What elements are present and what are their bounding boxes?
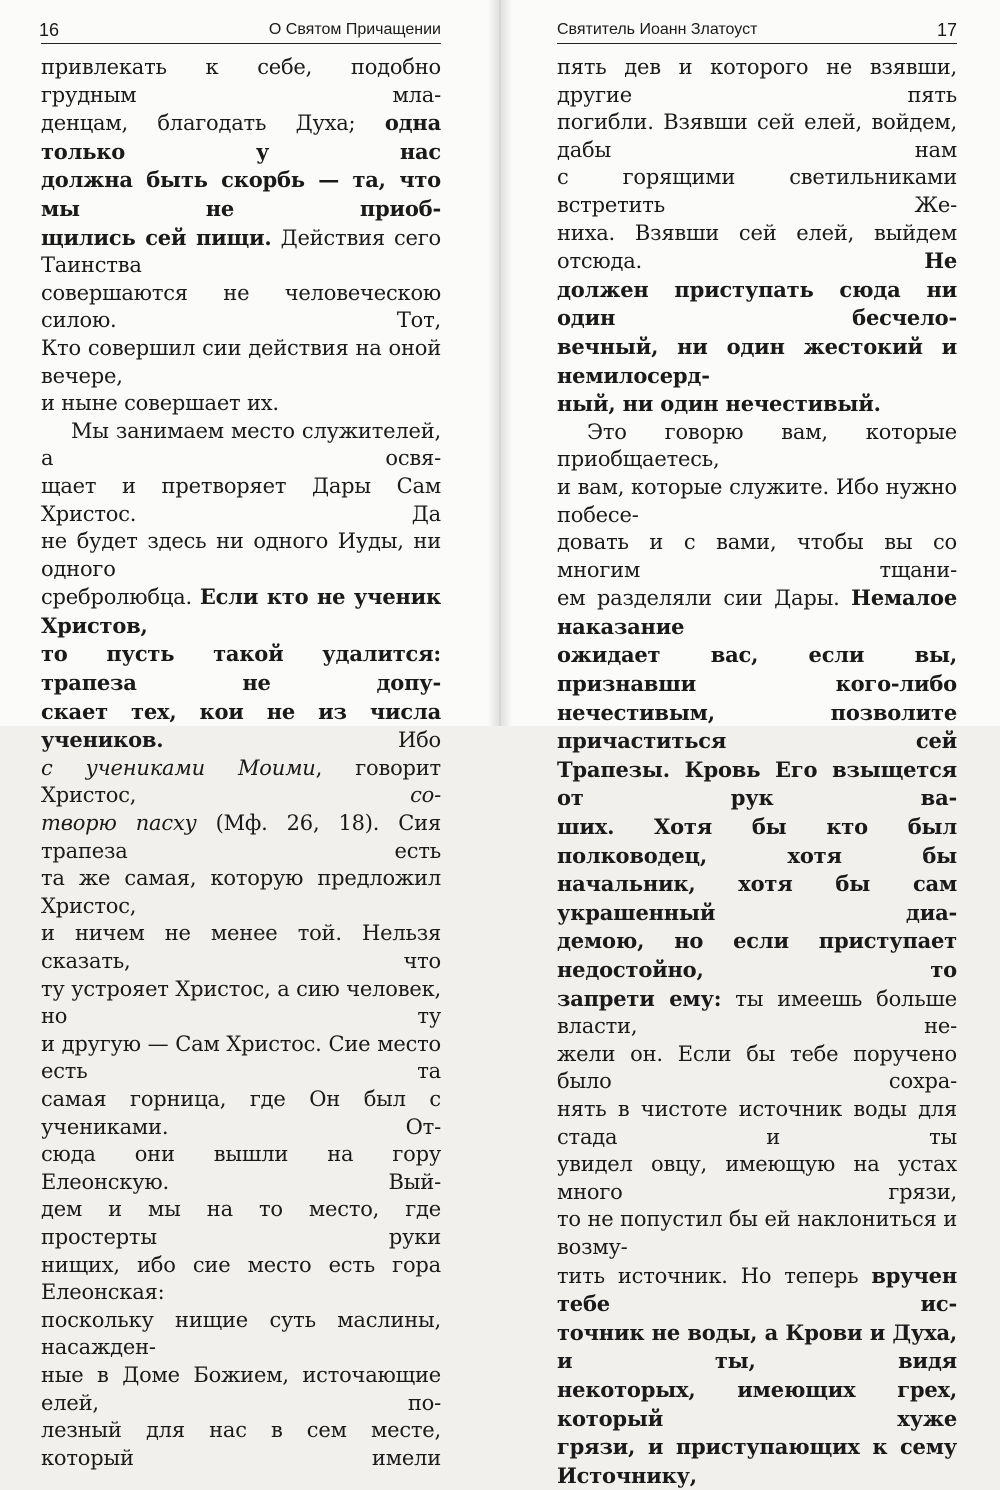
bold-text: некоторых, имеющих грех, который хуже <box>557 1376 957 1431</box>
bold-text: грязи, и приступающих к сему Источнику, <box>557 1434 957 1488</box>
right-page-number: 17 <box>936 20 957 40</box>
left-running-head <box>41 20 441 44</box>
text-line <box>557 927 957 984</box>
text-line <box>41 1196 441 1251</box>
text-line <box>557 276 957 333</box>
body-text: денцам, благодать Духа; <box>41 111 385 136</box>
body-text: довать и с вами, чтобы вы со многим тщани- <box>557 530 957 582</box>
text-line <box>41 920 441 975</box>
text-line <box>41 1417 441 1472</box>
text-line <box>41 224 441 280</box>
body-text: дем и мы на то место, где простерты руки <box>41 1197 441 1249</box>
body-text: не будет здесь ни одного Иуды, ни одного <box>41 529 441 581</box>
body-text: Ибо <box>163 728 441 753</box>
bold-text: должна быть скорбь — та, что мы не приоб- <box>41 167 441 221</box>
body-text: , говорит Христос, <box>41 755 441 808</box>
text-line <box>41 418 441 473</box>
body-text: и ныне совершает их. <box>41 391 279 416</box>
bold-text: Немалое наказание <box>557 585 957 639</box>
text-line <box>41 280 441 335</box>
text-line <box>41 1252 441 1307</box>
text-line <box>41 640 441 697</box>
text-line <box>557 813 957 870</box>
text-line <box>41 109 441 166</box>
text-line <box>41 583 441 640</box>
body-text: сюда они вышли на гору Елеонскую. Вый- <box>41 1142 441 1194</box>
text-line <box>557 756 957 813</box>
bold-text: то пусть такой удалится: трапеза не допу- <box>41 641 441 696</box>
text-line <box>557 870 957 927</box>
body-text: (Мф. 26, 18). Сия трапеза есть <box>41 811 441 863</box>
body-text: то не попустил бы ей наклониться и возму- <box>557 1207 957 1259</box>
bold-text: вечный, ни один жестокий и немилосерд- <box>557 333 957 388</box>
body-text: ниха. Взявши сей елей, выйдем отсюда. <box>557 220 957 274</box>
italic-text: со- <box>410 783 441 808</box>
text-line <box>557 1319 957 1376</box>
body-text: и ничем не менее той. Нельзя сказать, что <box>41 921 441 973</box>
text-line <box>41 1086 441 1141</box>
right-page <box>497 0 1000 1488</box>
text-line <box>41 335 441 390</box>
right-running-title: Святитель Иоанн Златоуст <box>557 21 758 38</box>
right-page-body <box>557 54 957 1490</box>
bold-text: вручен тебе ис- <box>557 1262 957 1317</box>
bold-text: запрети ему: <box>557 985 722 1011</box>
body-text: Кто совершил сии действия на оной вечере, <box>41 335 441 388</box>
bold-text: нечестивым, позволите причаститься сей <box>557 699 957 754</box>
body-text: и вам, которые служите. Ибо нужно побесе- <box>557 474 957 527</box>
text-line <box>41 1141 441 1196</box>
left-page-body <box>41 54 441 1472</box>
text-line <box>557 333 957 390</box>
right-running-head <box>557 20 957 44</box>
body-text: привлекать к себе, подобно грудным мла- <box>41 55 441 107</box>
text-line <box>41 473 441 528</box>
text-line <box>41 755 441 810</box>
text-line <box>41 810 441 865</box>
text-line <box>557 220 957 276</box>
bold-text: щились сей пищи. <box>41 224 272 250</box>
text-line <box>41 1031 441 1086</box>
text-line <box>557 54 957 109</box>
bold-text: Трапезы. Кровь Его взыщется от рук ва- <box>557 756 957 811</box>
body-text: пять дев и которого не взявши, другие пять <box>557 55 957 107</box>
text-line <box>557 1376 957 1433</box>
body-text: лезный для нас в сем месте, который имели <box>41 1418 441 1470</box>
body-text: нищих, ибо сие место есть гора Елеонская: <box>41 1252 441 1305</box>
body-text: Действия сего Таинства <box>41 225 441 278</box>
text-line <box>557 390 957 419</box>
text-line <box>557 1096 957 1151</box>
text-line <box>557 985 957 1041</box>
body-text: нять в чистоте источник воды для стада и ты <box>557 1096 957 1149</box>
text-line <box>557 1041 957 1096</box>
text-line <box>557 1433 957 1490</box>
bold-text: ный, ни один нечестивый. <box>557 391 881 417</box>
text-line <box>557 164 957 219</box>
text-line <box>557 584 957 641</box>
text-line <box>41 166 441 223</box>
text-line <box>557 641 957 698</box>
body-text: погибли. Взявши сей елей, войдем, дабы нам <box>557 110 957 162</box>
body-text: тить источник. Но теперь <box>557 1263 872 1288</box>
text-line <box>557 474 957 529</box>
bold-text: Не <box>924 248 957 274</box>
bold-text: скает тех, кои не из числа учеников. <box>41 698 441 753</box>
text-line <box>41 698 441 755</box>
body-text: совершаются не человеческою силою. Тот, <box>41 280 441 333</box>
text-line <box>557 1206 957 1261</box>
left-running-title: О Святом Причащении <box>268 21 441 38</box>
left-page <box>0 0 497 1470</box>
body-text: ные в Доме Божием, источающие елей, по- <box>41 1362 441 1415</box>
text-line <box>41 54 441 109</box>
text-line <box>557 1262 957 1319</box>
body-text: щает и претворяет Дары Сам Христос. Да <box>41 473 441 526</box>
body-text: жели он. Если бы тебе поручено было сохра- <box>557 1041 957 1094</box>
text-line <box>41 390 441 418</box>
body-text: та же самая, которую предложил Христос, <box>41 866 441 918</box>
text-line <box>41 976 441 1031</box>
text-line <box>41 865 441 920</box>
italic-text: творю пасху <box>41 811 197 836</box>
body-text: самая горница, где Он был с учениками. От- <box>41 1086 441 1139</box>
bold-text: демою, но если приступает недостойно, то <box>557 928 957 982</box>
text-line <box>557 419 957 474</box>
text-line <box>41 1307 441 1362</box>
italic-text: с учениками Моими <box>41 755 316 780</box>
body-text: с горящими светильниками встретить Же- <box>557 165 957 217</box>
body-text: ту устрояет Христос, а сию человек, но ту <box>41 976 441 1029</box>
body-text: Это говорю вам, которые приобщаетесь, <box>557 419 957 472</box>
body-text: ем разделяли сии Дары. <box>557 586 852 611</box>
bold-text: ожидает вас, если вы, признавши кого-либо <box>557 642 957 697</box>
bold-text: Если кто не ученик Христов, <box>41 584 441 638</box>
left-page-number: 16 <box>39 20 60 40</box>
body-text: увидел овцу, имеющую на устах много грязи, <box>557 1152 957 1204</box>
body-text: сребролюбца. <box>41 585 200 610</box>
text-line <box>557 529 957 584</box>
bold-text: начальник, хотя бы сам украшенный диа- <box>557 871 957 925</box>
text-line <box>557 1151 957 1206</box>
body-text: поскольку нищие суть маслины, насажден- <box>41 1307 441 1360</box>
bold-text: точник не воды, а Крови и Духа, и ты, видя <box>557 1319 957 1374</box>
body-text: Мы занимаем место служителей, а освя- <box>41 418 441 471</box>
body-text: и другую — Сам Христос. Сие место есть та <box>41 1031 441 1084</box>
body-text: ты имеешь больше власти, не- <box>557 986 957 1039</box>
bold-text: одна только у нас <box>41 110 441 164</box>
text-line <box>557 109 957 164</box>
text-line <box>41 528 441 583</box>
bold-text: должен приступать сюда ни один бесчело- <box>557 276 957 331</box>
text-line <box>557 699 957 756</box>
bold-text: ших. Хотя бы кто был полководец, хотя бы <box>557 814 957 868</box>
text-line <box>41 1362 441 1417</box>
